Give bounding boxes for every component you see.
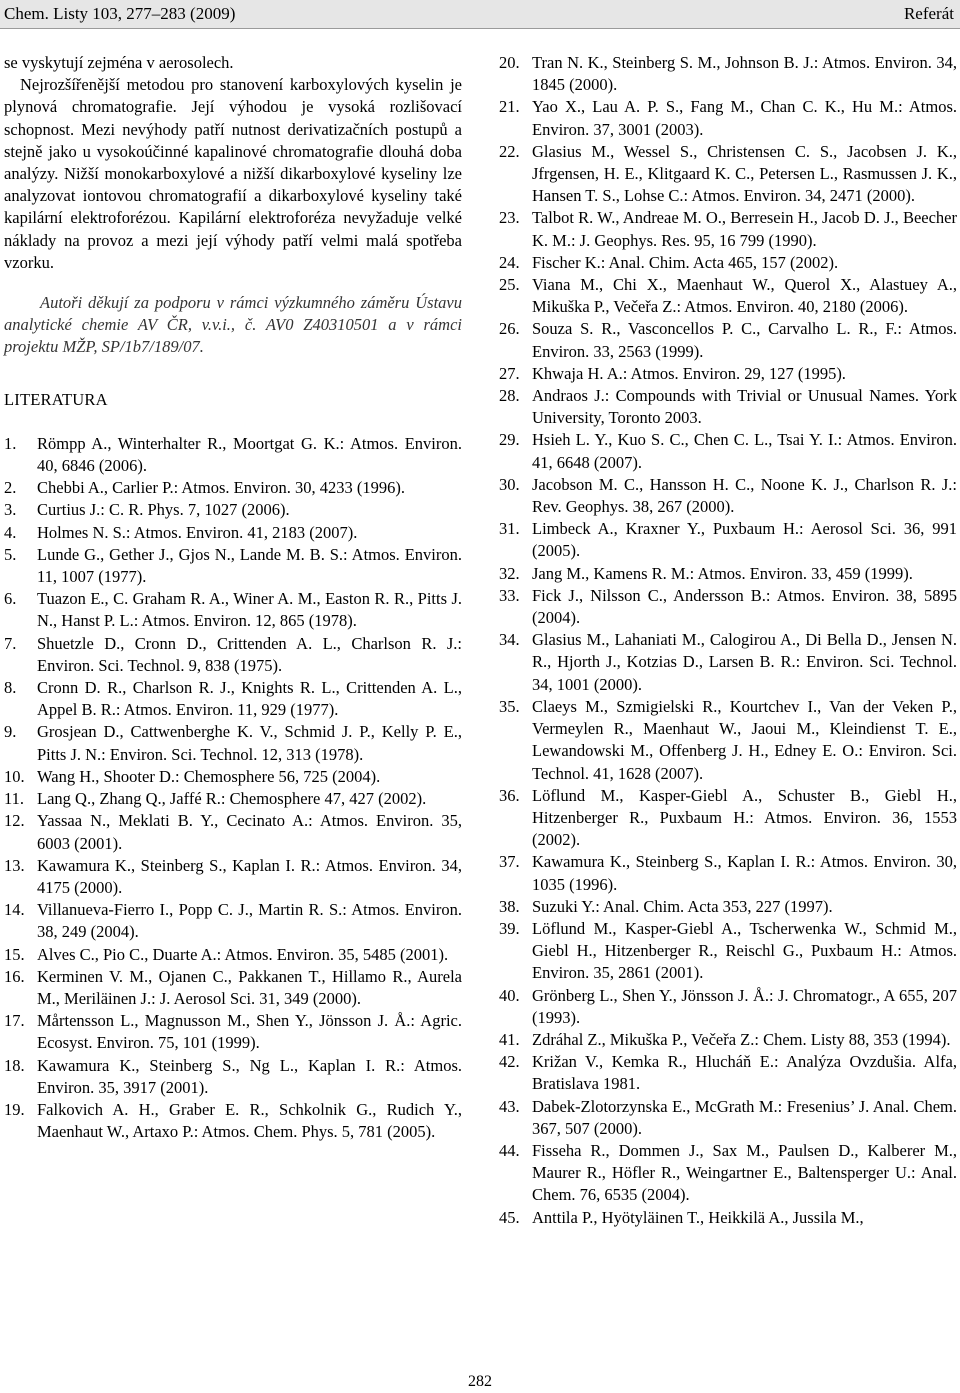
reference-number: 22. [499, 141, 520, 161]
reference-item [4, 433, 462, 477]
reference-number: 26. [499, 319, 520, 339]
reference-text: Yassaa N., Meklati B. Y., Cecinato A.: Atmos. Environ. 35, 6003 (2001). [37, 811, 462, 853]
reference-text: Dabek-Zlotorzynska E., McGrath M.: Fresenius’ J. Anal. Chem. 367, 507 (2000). [532, 1096, 957, 1138]
reference-text: Fick J., Nilsson C., Andersson B.: Atmos. Environ. 38, 5895 (2004). [532, 585, 957, 628]
reference-text: Jacobson M. C., Hansson H. C., Noone K. J., Charlson R. J.: Rev. Geophys. 38, 267 (2000). [532, 474, 957, 517]
reference-number: 21. [499, 97, 520, 117]
reference-item [4, 788, 462, 810]
reference-item [499, 696, 957, 785]
reference-item [499, 141, 957, 208]
reference-item [4, 810, 462, 854]
reference-number: 34. [499, 630, 520, 650]
running-header [0, 0, 960, 29]
reference-number: 3. [4, 500, 17, 520]
reference-item [4, 477, 462, 499]
reference-text: Talbot R. W., Andreae M. O., Berresein H., Jacob D. J., Beecher K. M.: J. Geophys. Res. 95, 16 799 (1990). [532, 208, 957, 250]
reference-text: Wang H., Shooter D.: Chemosphere 56, 725 (2004). [37, 766, 381, 786]
reference-number: 29. [499, 430, 520, 450]
reference-number: 43. [499, 1096, 520, 1116]
reference-text: Grönberg L., Shen Y., Jönsson J. Å.: J. Chromatogr., A 655, 207 (1993). [532, 985, 957, 1027]
reference-item [4, 677, 462, 721]
reference-text: Jang M., Kamens R. M.: Atmos. Environ. 33, 459 (1999). [532, 563, 913, 583]
reference-text: Limbeck A., Kraxner Y., Puxbaum H.: Aerosol Sci. 36, 991 (2005). [532, 519, 957, 561]
reference-item [499, 563, 957, 585]
reference-item [4, 721, 462, 765]
left-column [4, 52, 462, 1143]
reference-text: Tuazon E., C. Graham R. A., Winer A. M., Easton R. R., Pitts J. N., Hanst P. L.: Atmos. Environ. 12, 865 (1978). [37, 589, 462, 631]
reference-text: Kawamura K., Steinberg S., Kaplan I. R.: Atmos. Environ. 30, 1035 (1996). [532, 852, 957, 894]
reference-number: 41. [499, 1029, 520, 1049]
reference-item [4, 588, 462, 632]
reference-text: Kerminen V. M., Ojanen C., Pakkanen T., Hillamo R., Aurela M., Meriläinen J.: J. Aerosol Sci. 31, 349 (2000). [37, 966, 462, 1008]
page-number: 282 [468, 1373, 492, 1390]
reference-text: Chebbi A., Carlier P.: Atmos. Environ. 30, 4233 (1996). [37, 478, 406, 498]
reference-number: 14. [4, 900, 25, 920]
reference-item [499, 385, 957, 429]
reference-number: 40. [499, 985, 520, 1005]
reference-item [499, 896, 957, 918]
reference-item [4, 1099, 462, 1143]
reference-number: 23. [499, 208, 520, 228]
body-text-continuation: se vyskytují zejména v aerosolech. [4, 53, 234, 72]
reference-item [4, 766, 462, 788]
reference-text: Fischer K.: Anal. Chim. Acta 465, 157 (2002). [532, 252, 839, 272]
reference-number: 12. [4, 811, 25, 831]
reference-text: Glasius M., Lahaniati M., Calogirou A., Di Bella D., Jensen N. R., Hjorth J., Kotzias D., Larsen B. R.: Environ. Sci. Technol. 34, 1001 (2000). [532, 630, 957, 694]
journal-citation: Chem. Listy 103, 277–283 (2009) [4, 4, 236, 23]
reference-number: 45. [499, 1207, 520, 1227]
reference-text: Yao X., Lau A. P. S., Fang M., Chan C. K., Hu M.: Atmos. Environ. 37, 3001 (2003). [532, 97, 957, 139]
references-heading: LITERATURA [4, 389, 108, 409]
reference-text: Tran N. K., Steinberg S. M., Johnson B. J.: Atmos. Environ. 34, 1845 (2000). [532, 53, 957, 95]
reference-item [499, 274, 957, 318]
reference-text: Viana M., Chi X., Maenhaut W., Querol X., Alastuey A., Mikuška P., Večeřa Z.: Atmos. Environ. 40, 2180 (2006). [532, 275, 957, 317]
right-column [499, 52, 957, 1229]
reference-text: Hsieh L. Y., Kuo S. C., Chen C. L., Tsai Y. I.: Atmos. Environ. 41, 6648 (2007). [532, 430, 957, 472]
reference-text: Križan V., Kemka R., Hlucháň E.: Analýza Ovzdušia. Alfa, Bratislava 1981. [532, 1052, 957, 1094]
reference-item [499, 474, 957, 518]
reference-item [499, 1051, 957, 1095]
reference-text: Mårtensson L., Magnusson M., Shen Y., Jönsson J. Å.: Agric. Ecosyst. Environ. 75, 101 (1999). [37, 1011, 462, 1053]
body-paragraph: Nejrozšířenější metodou pro stanovení karboxylových kyselin je plynová chromatografie. Její výhodou je vysoká rozlišovací schopnost. Mezi nevýhody patří nutnost derivatizačních postupů a stejně jako u vysokoúčinné kapalinové chromatografie dlouhá doba analýzy. Nižší monokarboxylové a nižší dikarboxylové kyseliny lze analyzovat iontovou chromatografií a dikarboxylové kyseliny také kapilární elektroforézou. Kapilární elektroforéza nevyžaduje velké náklady na provoz a mezi její výhody patří velmi malá spotřeba vzorku. [4, 75, 462, 272]
reference-item [499, 207, 957, 251]
reference-item [499, 785, 957, 852]
reference-number: 33. [499, 585, 520, 605]
reference-item [499, 985, 957, 1029]
reference-item [4, 899, 462, 943]
reference-number: 39. [499, 918, 520, 938]
reference-text: Souza S. R., Vasconcellos P. C., Carvalho L. R., F.: Atmos. Environ. 33, 2563 (1999). [532, 319, 957, 361]
reference-number: 7. [4, 633, 17, 653]
reference-number: 17. [4, 1011, 25, 1031]
reference-item [499, 363, 957, 385]
reference-item [4, 944, 462, 966]
reference-item [499, 429, 957, 473]
reference-number: 1. [4, 433, 17, 453]
reference-number: 38. [499, 896, 520, 916]
reference-number: 18. [4, 1055, 25, 1075]
reference-text: Khwaja H. A.: Atmos. Environ. 29, 127 (1995). [532, 363, 846, 383]
section-label: Referát [903, 4, 954, 23]
reference-number: 16. [4, 966, 25, 986]
reference-text: Holmes N. S.: Atmos. Environ. 41, 2183 (2007). [37, 522, 358, 542]
reference-item [499, 1096, 957, 1140]
reference-item [4, 855, 462, 899]
reference-number: 35. [499, 696, 520, 716]
reference-number: 10. [4, 766, 25, 786]
reference-item [499, 918, 957, 985]
reference-item [4, 544, 462, 588]
reference-text: Andraos J.: Compounds with Trivial or Unusual Names. York University, Toronto 2003. [532, 386, 957, 428]
reference-item [4, 1055, 462, 1099]
reference-text: Falkovich A. H., Graber E. R., Schkolnik G., Rudich Y., Maenhaut W., Artaxo P.: Atmos. Chem. Phys. 5, 781 (2005). [37, 1099, 462, 1142]
reference-item [499, 96, 957, 140]
reference-text: Cronn D. R., Charlson R. J., Knights R. L., Crittenden A. L., Appel B. R.: Atmos. Environ. 11, 929 (1977). [37, 678, 462, 720]
reference-number: 36. [499, 785, 520, 805]
reference-number: 24. [499, 252, 520, 272]
reference-number: 9. [4, 722, 17, 742]
reference-number: 8. [4, 678, 17, 698]
reference-number: 5. [4, 544, 17, 564]
reference-number: 28. [499, 386, 520, 406]
reference-number: 31. [499, 519, 520, 539]
reference-item [4, 633, 462, 677]
reference-item [499, 1029, 957, 1051]
reference-number: 42. [499, 1052, 520, 1072]
reference-text: Suzuki Y.: Anal. Chim. Acta 353, 227 (1997). [532, 896, 833, 916]
reference-text: Löflund M., Kasper-Giebl A., Tscherwenka W., Schmid M., Giebl H., Hitzenberger R., Reischl G., Puxbaum H.: Atmos. Environ. 35, 2861 (2001). [532, 918, 957, 983]
reference-number: 6. [4, 589, 17, 609]
reference-item [4, 522, 462, 544]
reference-number: 4. [4, 522, 17, 542]
reference-item [499, 1207, 957, 1229]
reference-item [4, 966, 462, 1010]
reference-list-left [4, 433, 462, 1144]
reference-text: Curtius J.: C. R. Phys. 7, 1027 (2006). [37, 500, 290, 520]
reference-text: Römpp A., Winterhalter R., Moortgat G. K.: Atmos. Environ. 40, 6846 (2006). [37, 433, 462, 476]
reference-number: 30. [499, 474, 520, 494]
reference-text: Alves C., Pio C., Duarte A.: Atmos. Environ. 35, 5485 (2001). [37, 944, 449, 964]
reference-number: 25. [499, 275, 520, 295]
acknowledgement: Autoři děkují za podporu v rámci výzkumného záměru Ústavu analytické chemie AV ČR, v.v.i., č. AV0 Z40310501 a v rámci projektu MŽP, SP/1b7/189/07. [4, 293, 462, 357]
reference-number: 27. [499, 363, 520, 383]
reference-number: 32. [499, 563, 520, 583]
reference-text: Fisseha R., Dommen J., Sax M., Paulsen D., Kalberer M., Maurer R., Höfler R., Weingartner E., Baltensperger U.: Anal. Chem. 76, 6535 (2004). [532, 1140, 957, 1205]
reference-text: Lunde G., Gether J., Gjos N., Lande M. B. S.: Atmos. Environ. 11, 1007 (1977). [37, 544, 462, 587]
reference-item [499, 585, 957, 629]
reference-text: Kawamura K., Steinberg S., Ng L., Kaplan I. R.: Atmos. Environ. 35, 3917 (2001). [37, 1055, 462, 1097]
reference-text: Shuetzle D., Cronn D., Crittenden A. L., Charlson R. J.: Environ. Sci. Technol. 9, 838 (1975). [37, 633, 462, 675]
reference-number: 20. [499, 53, 520, 72]
reference-text: Glasius M., Wessel S., Christensen C. S., Jacobsen J. K., Jfrgensen, H. E., Klitgaard K. C., Petersen L., Rasmussen J. K., Hansen T. S., Lohse C.: Atmos. Environ. 34, 2471 (2000). [532, 141, 957, 206]
reference-text: Villanueva-Fierro I., Popp C. J., Martin R. S.: Atmos. Environ. 38, 249 (2004). [37, 900, 462, 942]
reference-text: Zdráhal Z., Mikuška P., Večeřa Z.: Chem. Listy 88, 353 (1994). [532, 1029, 951, 1049]
reference-number: 19. [4, 1099, 25, 1119]
reference-text: Grosjean D., Cattwenberghe K. V., Schmid J. P., Kelly P. E., Pitts J. N.: Environ. Sci. Technol. 12, 313 (1978). [37, 722, 462, 764]
reference-item [499, 252, 957, 274]
reference-item [4, 499, 462, 521]
reference-number: 15. [4, 944, 25, 964]
reference-number: 13. [4, 855, 25, 875]
reference-item [499, 1140, 957, 1207]
reference-item [499, 629, 957, 696]
reference-text: Anttila P., Hyötyläinen T., Heikkilä A., Jussila M., [532, 1207, 864, 1227]
reference-list-right [499, 52, 957, 1229]
reference-number: 2. [4, 478, 17, 498]
reference-item [4, 1010, 462, 1054]
reference-text: Kawamura K., Steinberg S., Kaplan I. R.: Atmos. Environ. 34, 4175 (2000). [37, 855, 462, 897]
reference-item [499, 518, 957, 562]
reference-text: Löflund M., Kasper-Giebl A., Schuster B., Giebl H., Hitzenberger R., Puxbaum H.: Atmos. Environ. 36, 1553 (2002). [532, 785, 957, 850]
reference-item [499, 52, 957, 96]
reference-number: 37. [499, 852, 520, 872]
reference-text: Claeys M., Szmigielski R., Kourtchev I., Van der Veken P., Vermeylen R., Maenhaut W., Jaoui M., Kleindienst T. E., Lewandowski M., Offenberg J. H., Edney E. O.: Environ. Sci. Technol. 41, 1628 (2007). [532, 696, 957, 783]
reference-item [499, 851, 957, 895]
reference-number: 11. [4, 789, 25, 809]
reference-number: 44. [499, 1140, 520, 1160]
reference-text: Lang Q., Zhang Q., Jaffé R.: Chemosphere 47, 427 (2002). [37, 789, 427, 809]
reference-item [499, 318, 957, 362]
